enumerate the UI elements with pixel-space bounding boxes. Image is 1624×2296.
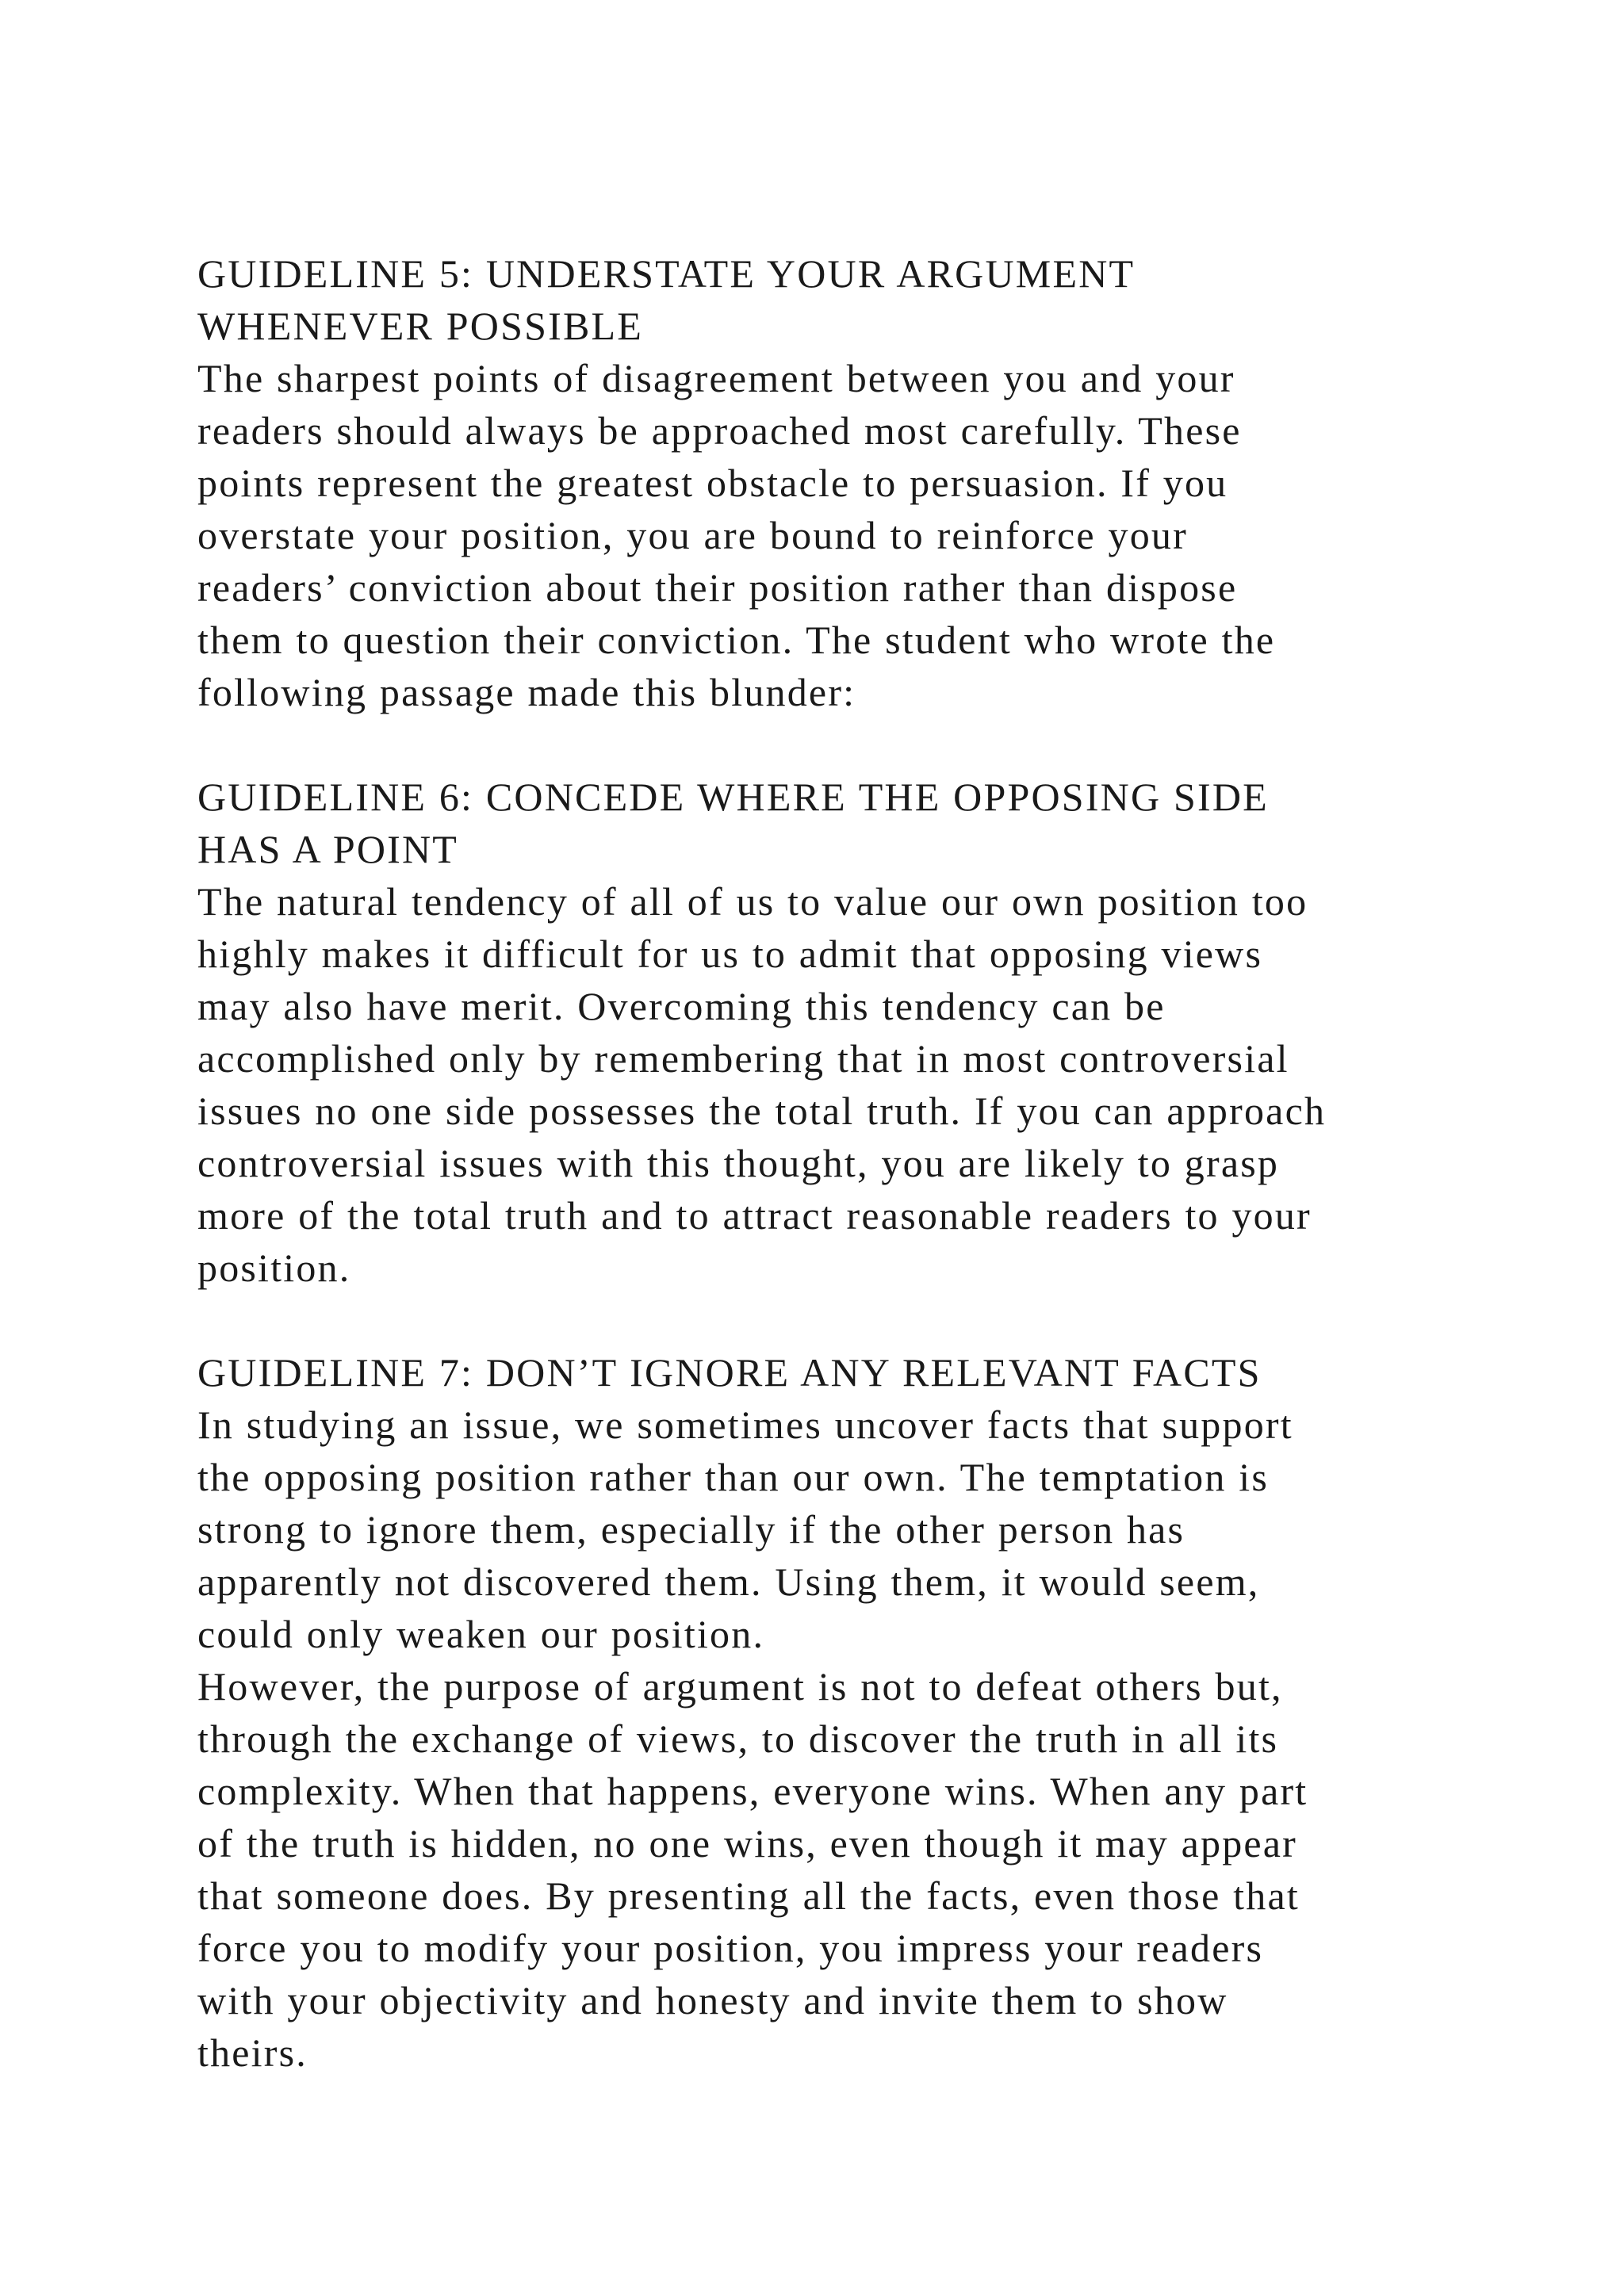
- text-line: In studying an issue, we sometimes uncover facts that support: [197, 1402, 1293, 1447]
- section-heading: [197, 1346, 1545, 1399]
- text-line: the opposing position rather than our own. The temptation is: [197, 1455, 1270, 1499]
- text-line: readers’ conviction about their position rather than dispose: [197, 565, 1238, 610]
- text-line: with your objectivity and honesty and invite them to show: [197, 1978, 1228, 2022]
- text-line: However, the purpose of argument is not to defeat others but,: [197, 1664, 1283, 1709]
- heading-line: GUIDELINE 7: DON’T IGNORE ANY RELEVANT FACTS: [197, 1350, 1262, 1395]
- paragraph: [197, 1399, 1545, 1660]
- text-line: controversial issues with this thought, you are likely to grasp: [197, 1141, 1280, 1185]
- heading-line: WHENEVER POSSIBLE: [197, 304, 644, 348]
- text-line: more of the total truth and to attract reasonable readers to your: [197, 1193, 1312, 1238]
- document-body: [197, 247, 1545, 2079]
- guideline-7-section: [197, 1346, 1545, 2079]
- text-line: overstate your position, you are bound to reinforce your: [197, 513, 1188, 557]
- text-line: issues no one side possesses the total truth. If you can approach: [197, 1089, 1327, 1133]
- text-line: position.: [197, 1246, 351, 1290]
- section-heading: [197, 247, 1545, 352]
- guideline-5-section: [197, 247, 1545, 718]
- text-line: points represent the greatest obstacle to persuasion. If you: [197, 461, 1228, 505]
- guideline-6-section: [197, 771, 1545, 1294]
- section-heading: [197, 771, 1545, 875]
- heading-line: GUIDELINE 5: UNDERSTATE YOUR ARGUMENT: [197, 251, 1136, 296]
- text-line: The natural tendency of all of us to value our own position too: [197, 879, 1308, 924]
- heading-line: HAS A POINT: [197, 827, 459, 871]
- text-line: readers should always be approached most carefully. These: [197, 408, 1242, 453]
- text-line: through the exchange of views, to discover the truth in all its: [197, 1716, 1279, 1761]
- paragraph: [197, 1660, 1545, 2079]
- text-line: could only weaken our position.: [197, 1612, 765, 1656]
- text-line: highly makes it difficult for us to admit that opposing views: [197, 932, 1263, 976]
- text-line: them to question their conviction. The student who wrote the: [197, 618, 1276, 662]
- text-line: accomplished only by remembering that in most controversial: [197, 1036, 1289, 1081]
- text-line: strong to ignore them, especially if the other person has: [197, 1507, 1185, 1552]
- text-line: following passage made this blunder:: [197, 670, 856, 714]
- text-line: apparently not discovered them. Using them, it would seem,: [197, 1559, 1260, 1604]
- text-line: of the truth is hidden, no one wins, even though it may appear: [197, 1821, 1298, 1866]
- paragraph: [197, 875, 1545, 1294]
- paragraph: [197, 352, 1545, 718]
- text-line: force you to modify your position, you impress your readers: [197, 1926, 1264, 1970]
- heading-line: GUIDELINE 6: CONCEDE WHERE THE OPPOSING SIDE: [197, 775, 1269, 819]
- text-line: may also have merit. Overcoming this tendency can be: [197, 984, 1166, 1028]
- text-line: The sharpest points of disagreement between you and your: [197, 356, 1235, 400]
- text-line: theirs.: [197, 2030, 308, 2075]
- text-line: complexity. When that happens, everyone wins. When any part: [197, 1769, 1308, 1813]
- text-line: that someone does. By presenting all the facts, even those that: [197, 1873, 1300, 1918]
